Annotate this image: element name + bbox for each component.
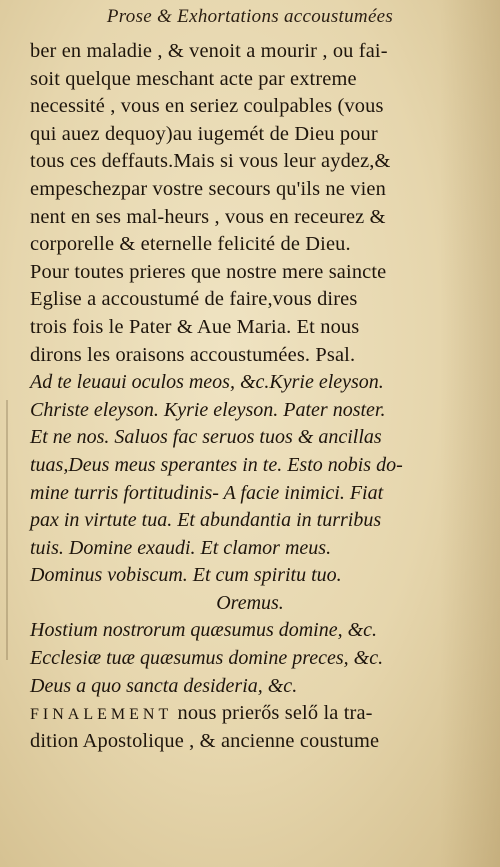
line-text: Ad te leuaui oculos meos, &c.Kyrie eleyson. <box>30 371 384 394</box>
text-line <box>30 369 470 397</box>
text-line <box>30 535 470 563</box>
line-text: dition Apostolique , & ancienne coustume <box>30 729 380 752</box>
line-text: tous ces deffauts.Mais si vous leur aydez,& <box>30 150 391 173</box>
text-line <box>30 121 470 149</box>
text-line <box>30 562 470 590</box>
line-text: Deus a quo sancta desideria, &c. <box>30 674 298 697</box>
line-text: qui auez dequoy)au iugemét de Dieu pour <box>30 122 378 145</box>
text-line <box>30 204 470 232</box>
line-text: empeschezpar vostre secours qu'ils ne vien <box>30 177 386 200</box>
line-text: tuis. Domine exaudi. Et clamor meus. <box>30 536 332 559</box>
line-text: mine turris fortitudinis- A facie inimici. Fiat <box>30 481 384 504</box>
line-text: ber en maladie , & venoit a mourir , ou fai- <box>30 40 388 62</box>
section-lead-word: FINALEMENT <box>30 706 173 724</box>
text-line <box>30 176 470 204</box>
line-text: Ecclesiæ tuæ quæsumus domine preces, &c. <box>30 647 384 670</box>
body-text <box>30 38 470 755</box>
line-text: Hostium nostrorum quæsumus domine, &c. <box>30 619 378 642</box>
text-line <box>30 259 470 287</box>
text-line <box>30 673 470 701</box>
line-text: dirons les oraisons accoustumées. Psal. <box>30 343 356 366</box>
line-text: Eglise a accoustumé de faire,vous dires <box>30 288 358 311</box>
running-header: Prose & Exhortations accoustumées <box>106 6 394 27</box>
line-text: nous prierős selő la tra- <box>177 702 373 725</box>
margin-rule <box>6 400 8 660</box>
line-text: pax in virtute tua. Et abundantia in turribus <box>30 509 382 532</box>
line-text: Christe eleyson. Kyrie eleyson. Pater noster. <box>30 398 386 421</box>
text-line <box>30 342 470 370</box>
text-line <box>30 286 470 314</box>
text-line <box>30 38 470 66</box>
text-line <box>30 66 470 94</box>
text-line <box>30 452 470 480</box>
text-line <box>30 93 470 121</box>
text-line <box>30 645 470 673</box>
text-line <box>30 397 470 425</box>
text-line <box>30 148 470 176</box>
line-text: soit quelque meschant acte par extreme <box>30 67 357 90</box>
line-text: nent en ses mal-heurs , vous en receurez & <box>30 205 386 228</box>
text-line <box>30 480 470 508</box>
line-text: Et ne nos. Saluos fac seruos tuos & ancillas <box>30 426 382 449</box>
text-line <box>30 507 470 535</box>
line-text: Oremus. <box>216 591 284 614</box>
text-line <box>30 424 470 452</box>
text-line <box>30 728 470 756</box>
line-text: necessité , vous en seriez coulpables (vous <box>30 95 384 118</box>
line-text: tuas,Deus meus sperantes in te. Esto nobis do- <box>30 453 403 476</box>
text-line <box>30 314 470 342</box>
text-line <box>30 590 470 618</box>
line-text: trois fois le Pater & Aue Maria. Et nous <box>30 315 360 338</box>
text-line <box>30 617 470 645</box>
line-text: Dominus vobiscum. Et cum spiritu tuo. <box>30 564 342 587</box>
line-text: corporelle & eternelle felicité de Dieu. <box>30 233 351 256</box>
text-line <box>30 231 470 259</box>
text-line <box>30 700 470 728</box>
line-text: Pour toutes prieres que nostre mere saincte <box>30 260 387 283</box>
